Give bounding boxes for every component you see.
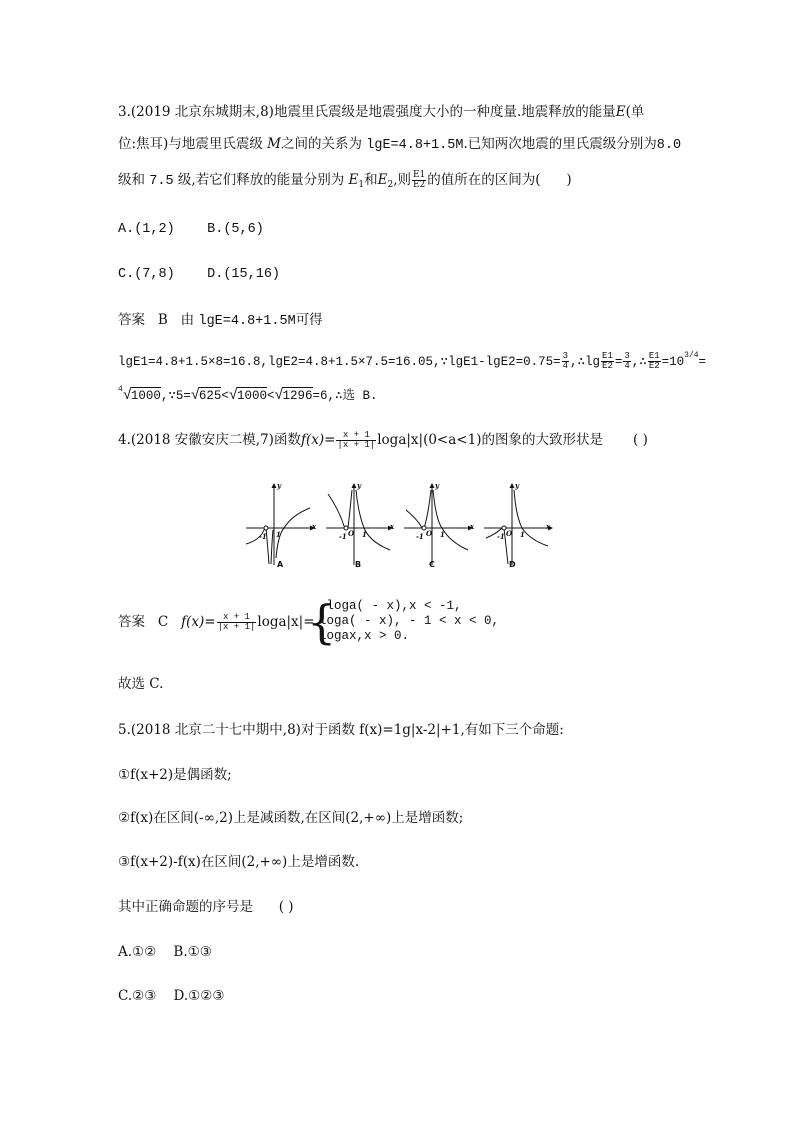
- q3-line1: [118, 102, 644, 122]
- q3-text-3c: 和: [364, 172, 378, 188]
- q3-text-2c: .已知两次地震的里氏震级分别为: [463, 136, 657, 152]
- q3-mag2: 7.5: [149, 174, 174, 189]
- q4-frac-den: |x + 1|: [337, 440, 376, 450]
- q5-text: 5.(2018 北京二十七中期中,8)对于函数 f(x)=1g|x-2|+1,有如下三个命题:: [118, 722, 564, 738]
- q5-option-d[interactable]: D.①②③: [173, 988, 225, 1004]
- q3-ratio-fraction: [412, 171, 426, 190]
- a3-ratio-frac: [601, 352, 614, 371]
- q3-option-a[interactable]: A.(1,2): [118, 222, 175, 237]
- q4-graphs-svg: [244, 480, 554, 572]
- graph-b-tick-pos: 1: [362, 530, 367, 539]
- graph-c-axis-y: y: [435, 481, 440, 490]
- q5-options-row1: [118, 942, 212, 962]
- q3-text-3f: ): [566, 172, 572, 188]
- graph-b-label: B: [355, 560, 362, 569]
- q4-fx: f(x)=: [300, 432, 336, 448]
- q5-option-b[interactable]: B.①③: [173, 944, 212, 960]
- graph-d-tick-pos: 1: [520, 530, 525, 539]
- a4-frac-den: |x + 1|: [217, 622, 256, 632]
- a4-frac-num: x + 1: [217, 613, 257, 623]
- graph-a-label: A: [277, 560, 284, 569]
- q5-option-a[interactable]: A.①②: [118, 944, 157, 960]
- a4-choice: C: [157, 614, 169, 630]
- q4-answer-paren: ( ): [633, 432, 648, 448]
- a3-root-index: 4: [118, 385, 123, 394]
- q3-e-var: E: [615, 104, 626, 120]
- a3-root-1000: 1000: [130, 389, 161, 403]
- a3-frac-den-b: 4: [624, 361, 630, 372]
- a3-intro-end: 可得: [295, 312, 323, 328]
- a4-case-2: loga( - x), - 1 < x < 0,: [319, 614, 500, 628]
- a3-line1: [118, 310, 323, 332]
- a3-root-1296: 1296: [282, 389, 313, 403]
- graph-b-tick-neg: -1: [339, 532, 347, 541]
- a3-root-1000b: 1000: [236, 389, 267, 403]
- q3-options-row2: [118, 265, 280, 285]
- q5-answer-paren: ( ): [278, 899, 294, 915]
- a4-case-1: -loga( - x),x < -1,: [319, 599, 462, 613]
- graph-c-tick-o: O: [426, 529, 433, 538]
- graph-d-label: D: [509, 560, 516, 569]
- q3-text-2a: 位:焦耳)与地震里氏震级: [118, 136, 263, 152]
- q3-options-row1: [118, 220, 264, 240]
- q3-text-1: 3.(2019 北京东城期末,8)地震里氏震级是地震强度大小的一种度量.地震释放的能量: [118, 104, 616, 120]
- a4-fraction: [217, 613, 257, 632]
- a4-brace: {: [307, 595, 337, 649]
- a3-frac-num: 3: [562, 351, 569, 362]
- q5-proposition-1: ①f(x+2)是偶函数;: [118, 767, 232, 783]
- a3-label: 答案: [118, 312, 145, 328]
- a4-conclusion: 故选 C.: [118, 676, 164, 692]
- q5-ask-line: [118, 897, 294, 917]
- graph-a-tick-neg: -1: [259, 532, 267, 541]
- a3-lt-1: <: [221, 389, 229, 403]
- q3-m-var: M: [267, 136, 281, 152]
- graph-d-tick-neg: -1: [497, 532, 505, 541]
- graph-c-label: C: [429, 560, 435, 569]
- graph-c[interactable]: [404, 484, 475, 565]
- a3-exponent: 3/4: [684, 351, 699, 360]
- graph-c-tick-pos: 1: [440, 530, 445, 539]
- graph-b-axis-x: x: [390, 522, 395, 531]
- q3-option-d[interactable]: D.(15,16): [207, 267, 281, 282]
- q5-ask: 其中正确命题的序号是: [118, 899, 253, 915]
- graph-b-axis-y: y: [357, 481, 362, 490]
- graph-c-tick-neg: -1: [416, 532, 424, 541]
- a3-root-625: 625: [198, 389, 222, 403]
- q4-frac-num: x + 1: [336, 431, 376, 441]
- a3-ratio-frac-b: [648, 352, 661, 371]
- graph-a-axis-x: x: [312, 522, 317, 531]
- a3-frac-3-4b: [623, 352, 630, 371]
- a3-calc5: =10: [661, 355, 685, 369]
- a4-log: loga|x|=: [257, 614, 315, 630]
- q3-text-1-end: (单: [625, 104, 645, 120]
- a3-calc4: ,∴: [631, 355, 647, 369]
- a3-ratio-den: E2: [602, 361, 613, 372]
- a3-calc3: =: [614, 355, 623, 369]
- q4-fraction: [336, 431, 376, 450]
- a3-ratio-num-b: E1: [648, 351, 660, 362]
- q3-text-3d: ,则: [393, 172, 411, 188]
- a3-ratio-num: E1: [602, 351, 613, 362]
- q4-line: [118, 430, 648, 450]
- q5-options-row2: [118, 986, 224, 1006]
- a3-calc1: lgE1=4.8+1.5×8=16.8,lgE2=4.8+1.5×7.5=16.05,∵lgE1-lgE2=0.75=: [118, 355, 561, 369]
- q3-text-3b: 级,若它们释放的能量分别为: [177, 172, 345, 188]
- graph-a-axis-y: y: [277, 481, 282, 490]
- graph-a[interactable]: [246, 484, 317, 565]
- a3-frac-den: 4: [562, 361, 569, 372]
- a3-frac-num-b: 3: [624, 351, 630, 362]
- q3-text-2b: 之间的关系为: [280, 136, 362, 152]
- a3-formula: lgE=4.8+1.5M: [198, 314, 296, 329]
- graph-b[interactable]: [326, 484, 395, 565]
- q3-text-3e: 的值所在的区间为(: [427, 172, 541, 188]
- graph-a-tick-pos: 1: [276, 530, 281, 539]
- a3-lt-2: <: [266, 389, 275, 403]
- a4-line: [118, 612, 315, 632]
- a3-eq: =: [698, 355, 707, 369]
- q4-graphs: [244, 480, 554, 572]
- q4-text: 4.(2018 安徽安庆二模,7)函数: [118, 432, 301, 448]
- graph-d[interactable]: [484, 484, 552, 565]
- q3-e1: E: [348, 172, 359, 188]
- graph-d-axis-x: x: [546, 522, 551, 531]
- q3-formula: lgE=4.8+1.5M: [366, 138, 464, 153]
- a3-line3: $^4$√1000,∵5=√625<√1000<√1296=6,∴选 B.: [118, 385, 378, 404]
- graph-b-tick-o: O: [348, 529, 355, 538]
- q3-option-b[interactable]: B.(5,6): [207, 222, 264, 237]
- a3-ratio-den-b: E2: [648, 361, 660, 372]
- q5-option-c[interactable]: C.②③: [118, 988, 157, 1004]
- a4-fx: f(x)=: [181, 614, 216, 630]
- a4-label: 答案: [118, 614, 145, 630]
- q5-proposition-3: ③f(x+2)-f(x)在区间(2,+∞)上是增函数.: [118, 854, 360, 870]
- q4-log: loga|x|(0<a<1)的图象的大致形状是: [377, 432, 603, 448]
- a3-text-b: ,∵5=: [160, 389, 191, 403]
- q3-text-3a: 级和: [118, 172, 145, 188]
- graph-c-axis-x: x: [470, 522, 475, 531]
- q3-frac-den: E2: [412, 180, 426, 190]
- a4-case-3: logax,x > 0.: [319, 629, 410, 643]
- a3-intro: 由: [180, 312, 195, 328]
- q3-line2: [118, 134, 681, 156]
- graph-d-tick-o: O: [506, 529, 513, 538]
- a3-choice: B: [157, 312, 168, 328]
- q3-option-c[interactable]: C.(7,8): [118, 267, 175, 282]
- a3-line2: [118, 346, 706, 372]
- q3-mag1: 8.0: [656, 138, 682, 153]
- a3-calc2: ,∴lg: [570, 355, 601, 369]
- q5-proposition-2: ②f(x)在区间(-∞,2)上是减函数,在区间(2,+∞)上是增函数;: [118, 810, 464, 826]
- q3-e2: E: [377, 172, 388, 188]
- a3-frac-3-4: [562, 352, 569, 371]
- graph-d-axis-y: y: [515, 481, 520, 490]
- q3-line3: 级和 7.5 级,若它们释放的能量分别为 $E_1$和$E_2$,则 $\frac{E1}{E2}$ 的值所在的区间为( ): [118, 170, 572, 190]
- a3-text-e: =6,∴选 B.: [312, 389, 378, 403]
- q3-frac-num: E1: [412, 170, 426, 180]
